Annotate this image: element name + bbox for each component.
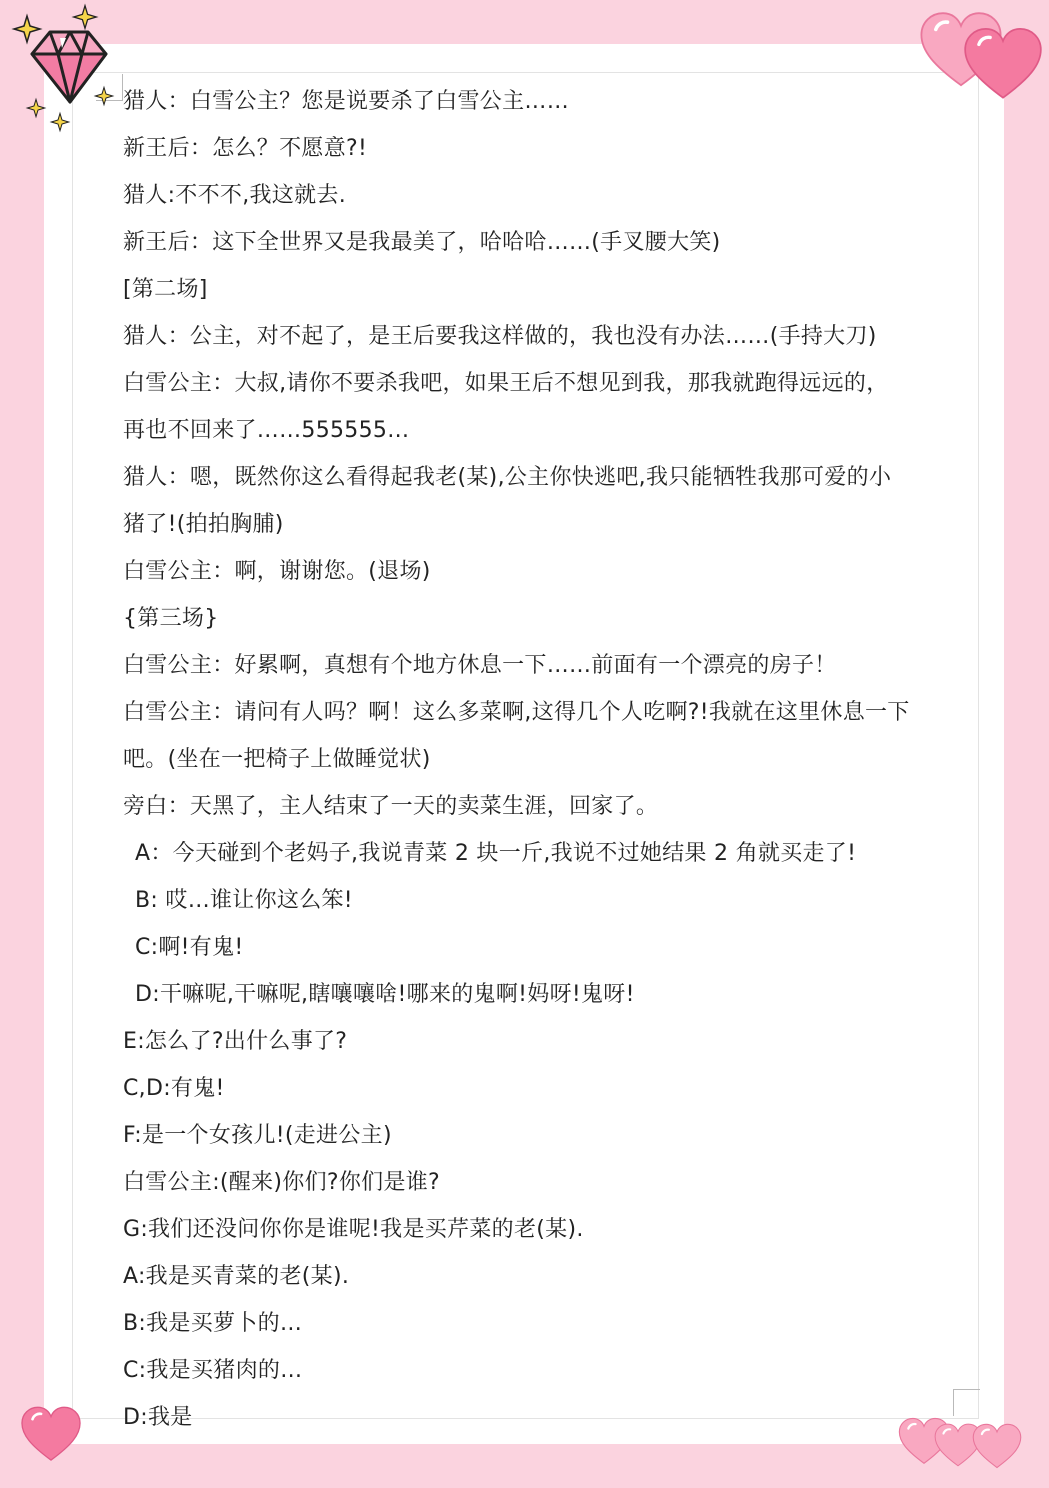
text-line: 猎人：嗯，既然你这么看得起我老(某),公主你快逃吧,我只能牺牲我那可爱的小	[123, 465, 892, 490]
text-line: 白雪公主:(醒来)你们?你们是谁?	[123, 1170, 441, 1195]
sparkle-icon	[12, 14, 42, 44]
sparkle-icon	[94, 86, 114, 106]
text-line: C:啊!有鬼!	[135, 935, 244, 960]
text-line: B:我是买萝卜的…	[123, 1311, 303, 1336]
text-line: 白雪公主：好累啊，真想有个地方休息一下……前面有一个漂亮的房子！	[123, 653, 837, 678]
sparkle-icon	[72, 4, 98, 30]
text-line: B: 哎…谁让你这么笨!	[135, 888, 353, 913]
heart-icon	[960, 22, 1046, 108]
sparkle-icon	[50, 112, 70, 132]
text-line: 白雪公主：啊，谢谢您。(退场)	[123, 559, 431, 584]
text-line: C:我是买猪肉的…	[123, 1358, 303, 1383]
text-line: G:我们还没问你你是谁呢!我是买芹菜的老(某).	[123, 1217, 584, 1242]
text-line: A:我是买青菜的老(某).	[123, 1264, 350, 1289]
text-line: 猎人:不不不,我这就去.	[123, 183, 346, 208]
text-line: D:我是	[123, 1405, 193, 1430]
text-line: {第三场}	[123, 606, 219, 631]
text-line: 猎人：公主，对不起了，是王后要我这样做的，我也没有办法……(手持大刀)	[123, 324, 877, 349]
text-line: 猪了!(拍拍胸脯)	[123, 512, 284, 537]
text-line: 旁白：天黑了，主人结束了一天的卖菜生涯，回家了。	[123, 794, 659, 819]
text-line: 再也不回来了……555555…	[123, 418, 410, 443]
text-line: 白雪公主：大叔,请你不要杀我吧，如果王后不想见到我，那我就跑得远远的，	[123, 371, 889, 396]
text-line: 猎人：白雪公主？您是说要杀了白雪公主……	[123, 89, 570, 114]
text-line: C,D:有鬼!	[123, 1076, 225, 1101]
text-line: D:干嘛呢,干嘛呢,瞎嚷嚷啥!哪来的鬼啊!妈呀!鬼呀!	[135, 982, 635, 1007]
heart-icon	[970, 1420, 1024, 1474]
text-line: [第二场]	[123, 277, 208, 302]
text-line: 吧。(坐在一把椅子上做睡觉状)	[123, 747, 431, 772]
text-line: E:怎么了?出什么事了?	[123, 1029, 348, 1054]
sparkle-icon	[26, 98, 46, 118]
text-line: A：今天碰到个老妈子,我说青菜 2 块一斤,我说不过她结果 2 角就买走了!	[135, 841, 857, 866]
text-line: 新王后：这下全世界又是我最美了，哈哈哈……(手叉腰大笑)	[123, 230, 721, 255]
document-body	[123, 87, 963, 1430]
text-line: F:是一个女孩儿!(走进公主)	[123, 1123, 392, 1148]
text-line: 新王后：怎么？不愿意?!	[123, 136, 368, 161]
heart-icon	[18, 1402, 84, 1468]
text-line: 白雪公主：请问有人吗？啊！这么多菜啊,这得几个人吃啊?!我就在这里休息一下	[123, 700, 910, 725]
